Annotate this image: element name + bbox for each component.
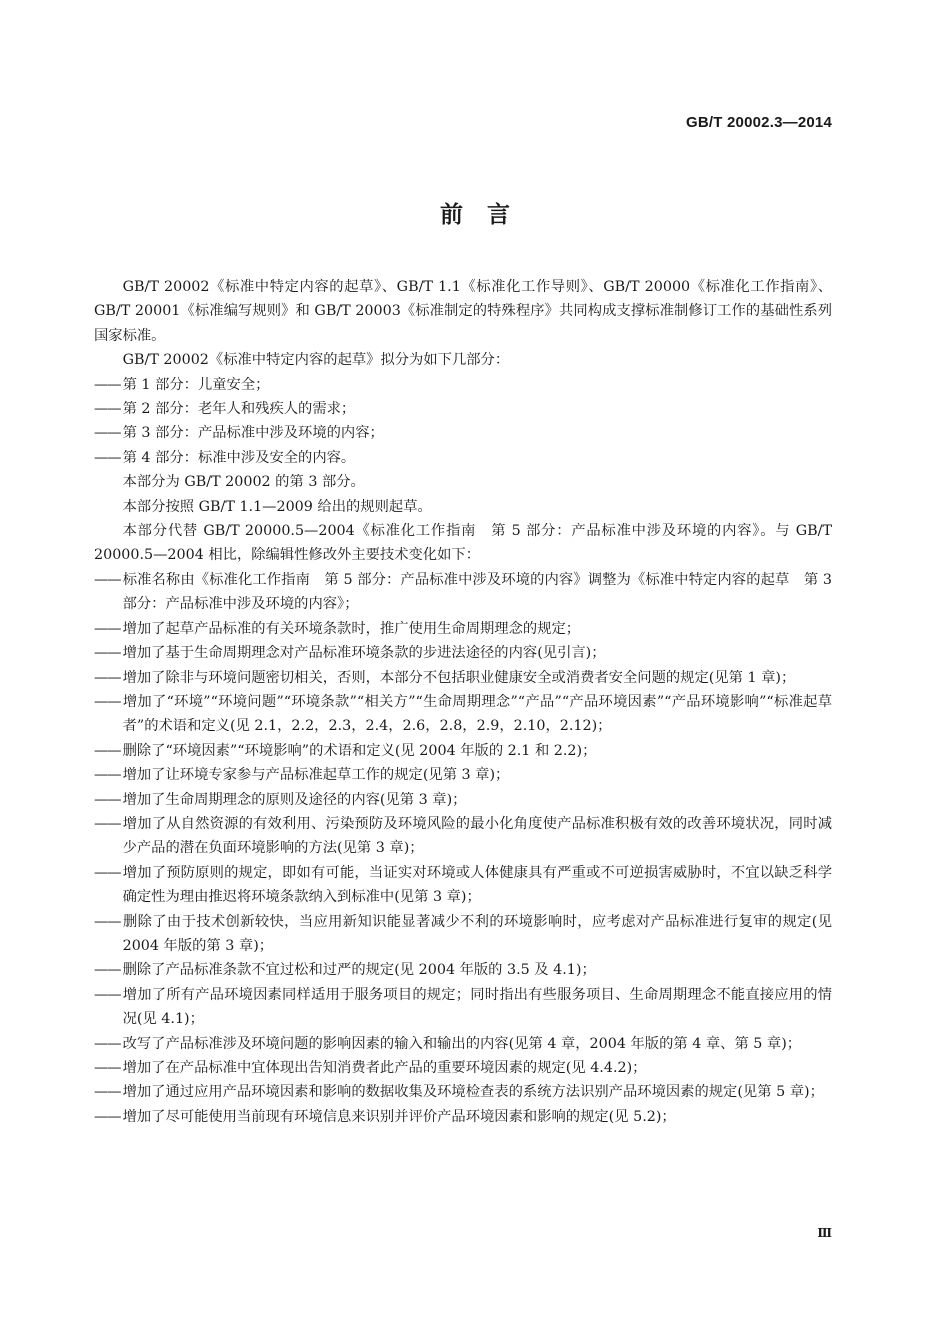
change-item bbox=[94, 617, 832, 641]
dash-marker: —— bbox=[94, 1108, 121, 1125]
change-item bbox=[94, 910, 832, 959]
dash-marker: —— bbox=[94, 1060, 121, 1076]
list-item bbox=[94, 421, 832, 445]
dash-marker: —— bbox=[94, 571, 121, 588]
statement-paragraph: 本部分代替 GB/T 20000.5—2004《标准化工作指南 第 5 部分：产品标准中涉及环境的内容》。与 GB/T 20000.5—2004 相比，除编辑性修改外主要技术变化如下： bbox=[94, 523, 832, 564]
list-item-text: 第 4 部分：标准中涉及安全的内容。 bbox=[122, 449, 356, 466]
dash-marker: —— bbox=[94, 962, 121, 979]
dash-marker: —— bbox=[94, 645, 121, 662]
change-item bbox=[94, 690, 832, 739]
change-item-text: 增加了基于生命周期理念对产品标准环境条款的步进法途径的内容(见引言)； bbox=[122, 645, 606, 662]
list-item bbox=[94, 397, 832, 421]
dash-marker: —— bbox=[94, 376, 121, 393]
change-item-text: 删除了“环境因素”“环境影响”的术语和定义(见 2004 年版的 2.1 和 2.2)； bbox=[122, 742, 597, 759]
list-item bbox=[94, 373, 832, 397]
list-item-text: 第 2 部分：老年人和残疾人的需求； bbox=[122, 401, 356, 418]
change-item bbox=[94, 983, 832, 1032]
change-item-text: 增加了在产品标准中宜体现出告知消费者此产品的重要环境因素的规定(见 4.4.2)； bbox=[122, 1060, 647, 1076]
dash-marker: —— bbox=[94, 401, 121, 418]
change-item bbox=[94, 1105, 832, 1129]
change-item-text: 增加了“环境”“环境问题”“环境条款”“相关方”“生命周期理念”“产品”“产品环境因素”“产品环境影响”“标准起草者”的术语和定义(见 2.1，2.2，2.3，2.4，2.6，2.8，2.9，2.10，2.12)； bbox=[122, 693, 832, 735]
change-item bbox=[94, 1032, 832, 1056]
document-body bbox=[94, 275, 832, 1129]
change-item bbox=[94, 641, 832, 665]
dash-marker: —— bbox=[94, 815, 121, 832]
statement-paragraph: 本部分按照 GB/T 1.1—2009 给出的规则起草。 bbox=[122, 498, 432, 515]
dash-marker: —— bbox=[94, 767, 121, 784]
change-item bbox=[94, 666, 832, 690]
change-item-text: 增加了预防原则的规定，即如有可能，当证实对环境或人体健康具有严重或不可逆损害威胁时，不宜以缺乏科学确定性为理由推迟将环境条款纳入到标准中(见第 3 章)； bbox=[122, 864, 832, 906]
page-title: 前言 bbox=[440, 202, 534, 228]
change-item bbox=[94, 1080, 832, 1104]
change-item bbox=[94, 788, 832, 812]
dash-marker: —— bbox=[94, 1084, 121, 1101]
change-item-text: 删除了产品标准条款不宜过松和过严的规定(见 2004 年版的 3.5 及 4.1)； bbox=[122, 962, 596, 979]
change-item-text: 增加了从自然资源的有效利用、污染预防及环境风险的最小化角度使产品标准积极有效的改善环境状况，同时减少产品的潜在负面环境影响的方法(见第 3 章)； bbox=[122, 815, 832, 857]
list-item-text: 第 1 部分：儿童安全； bbox=[122, 376, 270, 393]
change-item bbox=[94, 763, 832, 787]
change-item-text: 增加了除非与环境问题密切相关，否则，本部分不包括职业健康安全或消费者安全问题的规定(见第 1 章)； bbox=[122, 669, 796, 686]
change-item bbox=[94, 1056, 832, 1080]
change-item-text: 增加了通过应用产品环境因素和影响的数据收集及环境检查表的系统方法识别产品环境因素的规定(见第 5 章)； bbox=[122, 1084, 824, 1101]
list-item bbox=[94, 446, 832, 470]
intro-paragraph: GB/T 20002《标准中特定内容的起草》拟分为如下几部分： bbox=[122, 352, 510, 369]
change-item bbox=[94, 812, 832, 861]
dash-marker: —— bbox=[94, 742, 121, 759]
change-item-text: 增加了起草产品标准的有关环境条款时，推广使用生命周期理念的规定； bbox=[122, 620, 581, 637]
dash-marker: —— bbox=[94, 449, 121, 466]
change-item bbox=[94, 958, 832, 982]
dash-marker: —— bbox=[94, 425, 121, 442]
list-item-text: 第 3 部分：产品标准中涉及环境的内容； bbox=[122, 425, 384, 442]
change-item bbox=[94, 861, 832, 910]
change-item-text: 增加了所有产品环境因素同样适用于服务项目的规定；同时指出有些服务项目、生命周期理念不能直接应用的情况(见 4.1)； bbox=[122, 986, 832, 1028]
dash-marker: —— bbox=[94, 986, 121, 1003]
intro-paragraph: GB/T 20002《标准中特定内容的起草》、GB/T 1.1《标准化工作导则》、GB/T 20000《标准化工作指南》、GB/T 20001《标准编写规则》和 GB/T 20003《标准制定的特殊程序》共同构成支撑标准制修订工作的基础性系列国家标准。 bbox=[94, 279, 832, 344]
dash-marker: —— bbox=[94, 1035, 121, 1052]
document-code: GB/T 20002.3—2014 bbox=[686, 114, 832, 131]
change-item-text: 增加了尽可能使用当前现有环境信息来识别并评价产品环境因素和影响的规定(见 5.2)； bbox=[122, 1108, 676, 1125]
dash-marker: —— bbox=[94, 864, 121, 881]
change-item bbox=[94, 739, 832, 763]
dash-marker: —— bbox=[94, 791, 121, 808]
dash-marker: —— bbox=[94, 913, 121, 930]
change-item-text: 增加了让环境专家参与产品标准起草工作的规定(见第 3 章)； bbox=[122, 767, 510, 784]
change-item-text: 标准名称由《标准化工作指南 第 5 部分：产品标准中涉及环境的内容》调整为《标准中特定内容的起草 第 3 部分：产品标准中涉及环境的内容》； bbox=[122, 571, 832, 613]
change-item bbox=[94, 568, 832, 617]
page-number: Ⅲ bbox=[817, 1226, 832, 1240]
change-item-text: 改写了产品标准涉及环境问题的影响因素的输入和输出的内容(见第 4 章，2004 年版的第 4 章、第 5 章)； bbox=[122, 1035, 802, 1052]
statement-paragraph: 本部分为 GB/T 20002 的第 3 部分。 bbox=[122, 474, 365, 491]
dash-marker: —— bbox=[94, 620, 121, 637]
dash-marker: —— bbox=[94, 693, 121, 710]
change-item-text: 删除了由于技术创新较快，当应用新知识能显著减少不利的环境影响时，应考虑对产品标准进行复审的规定(见 2004 年版的第 3 章)； bbox=[122, 913, 832, 954]
dash-marker: —— bbox=[94, 669, 121, 686]
change-item-text: 增加了生命周期理念的原则及途径的内容(见第 3 章)； bbox=[122, 791, 467, 808]
